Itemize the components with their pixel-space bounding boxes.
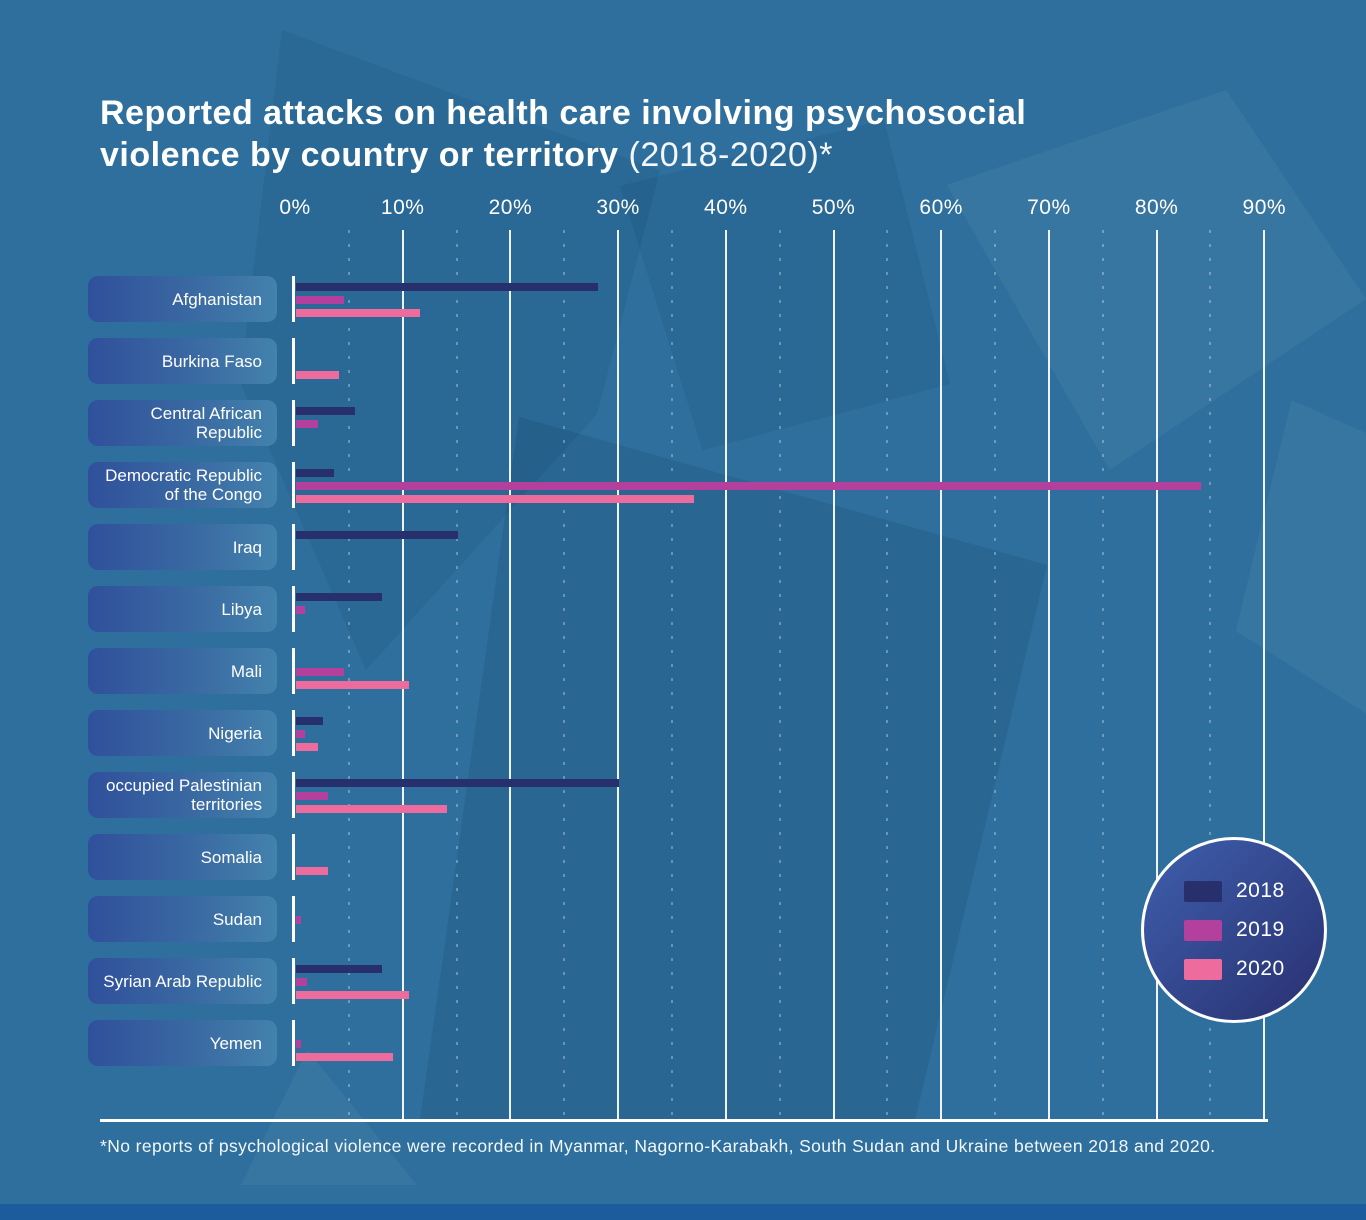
bar-2019-central-african-republic (296, 420, 318, 428)
legend-label-2018: 2018 (1236, 879, 1285, 902)
country-pill-burkina-faso (88, 338, 277, 384)
bar-2018-nigeria (296, 717, 323, 725)
axis-tick-label-0: 0% (279, 196, 311, 219)
country-label-nigeria: Nigeria (208, 723, 262, 743)
bar-2018-occupied-palestinian-territories (296, 779, 619, 787)
zero-axis-segment-sudan (292, 896, 295, 942)
country-pill-nigeria (88, 710, 277, 756)
background-shard (230, 1050, 450, 1200)
bar-2020-syrian-arab-republic (296, 991, 409, 999)
gridline-major-80pct (1156, 230, 1158, 1120)
x-axis-baseline (100, 1119, 1268, 1122)
bar-2020-mali (296, 681, 409, 689)
axis-tick-label-80: 80% (1134, 196, 1179, 219)
bar-2019-nigeria (296, 730, 305, 738)
legend-entry-2018 (1184, 879, 1324, 903)
legend-swatch-2020 (1184, 959, 1222, 980)
legend-swatch-2019 (1184, 920, 1222, 941)
country-pill-syrian-arab-republic (88, 958, 277, 1004)
gridline-major-50pct (833, 230, 835, 1120)
axis-tick-label-90: 90% (1242, 196, 1287, 219)
country-label-yemen: Yemen (209, 1033, 262, 1053)
bar-2018-iraq (296, 531, 458, 539)
legend-entry-2019 (1184, 918, 1324, 942)
country-label-democratic-republic-of-the-congo: Democratic Republic of the Congo (105, 466, 262, 504)
legend-label-2020: 2020 (1236, 957, 1285, 980)
gridline-major-10pct (402, 230, 404, 1120)
zero-axis-segment-yemen (292, 1020, 295, 1066)
gridline-major-40pct (725, 230, 727, 1120)
bar-2020-occupied-palestinian-territories (296, 805, 447, 813)
zero-axis-segment-afghanistan (292, 276, 295, 322)
gridline-minor-75pct (1102, 230, 1104, 1120)
bar-2018-libya (296, 593, 382, 601)
gridline-minor-5pct (348, 230, 350, 1120)
gridline-minor-15pct (456, 230, 458, 1120)
zero-axis-segment-syrian-arab-republic (292, 958, 295, 1004)
country-label-burkina-faso: Burkina Faso (161, 351, 262, 371)
country-label-libya: Libya (221, 599, 262, 619)
country-pill-somalia (88, 834, 277, 880)
bar-2019-democratic-republic-of-the-congo (296, 482, 1201, 490)
bar-2019-sudan (296, 916, 301, 924)
country-label-occupied-palestinian-territories: occupied Palestinian territories (106, 776, 262, 814)
background-shard (420, 380, 1080, 1120)
axis-tick-label-30: 30% (596, 196, 640, 219)
gridline-minor-25pct (563, 230, 565, 1120)
axis-tick-label-50: 50% (811, 196, 856, 219)
bar-2020-somalia (296, 867, 328, 875)
bar-2020-nigeria (296, 743, 318, 751)
axis-tick-label-70: 70% (1027, 196, 1071, 219)
bottom-strip (0, 1204, 1366, 1220)
country-label-somalia: Somalia (200, 847, 262, 867)
country-pill-occupied-palestinian-territories (88, 772, 277, 818)
chart-title-main: Reported attacks on health care involving psychosocial violence by country or territory (100, 94, 1027, 174)
bar-2020-burkina-faso (296, 371, 339, 379)
gridline-major-20pct (509, 230, 511, 1120)
country-pill-democratic-republic-of-the-congo (88, 462, 277, 508)
bar-2019-libya (296, 606, 305, 614)
country-label-syrian-arab-republic: Syrian Arab Republic (103, 971, 262, 991)
bar-2018-democratic-republic-of-the-congo (296, 469, 334, 477)
bar-2020-democratic-republic-of-the-congo (296, 495, 694, 503)
footnote: *No reports of psychological violence were recorded in Myanmar, Nagorno-Karabakh, South Sudan and Ukraine between 2018 and 2020. (100, 1136, 1216, 1156)
bar-2019-mali (296, 668, 344, 676)
bar-2018-central-african-republic (296, 407, 355, 415)
axis-tick-label-60: 60% (919, 196, 963, 219)
country-label-central-african-republic: Central African Republic (150, 404, 262, 442)
legend-entry-2020 (1184, 957, 1324, 981)
bar-2019-afghanistan (296, 296, 344, 304)
gridline-minor-35pct (671, 230, 673, 1120)
zero-axis-segment-central-african-republic (292, 400, 295, 446)
gridline-major-70pct (1048, 230, 1050, 1120)
zero-axis-segment-somalia (292, 834, 295, 880)
bar-2020-yemen (296, 1053, 393, 1061)
gridline-minor-45pct (779, 230, 781, 1120)
bar-2018-syrian-arab-republic (296, 965, 382, 973)
chart-title (100, 92, 1160, 176)
legend-label-2019: 2019 (1236, 918, 1285, 941)
legend-entries (1184, 879, 1324, 981)
country-pill-iraq (88, 524, 277, 570)
zero-axis-segment-iraq (292, 524, 295, 570)
axis-tick-label-20: 20% (488, 196, 533, 219)
gridline-major-60pct (940, 230, 942, 1120)
zero-axis-segment-libya (292, 586, 295, 632)
country-pill-libya (88, 586, 277, 632)
axis-tick-label-10: 10% (380, 196, 425, 219)
country-label-iraq: Iraq (232, 537, 262, 557)
zero-axis-segment-occupied-palestinian-territories (292, 772, 295, 818)
country-pill-yemen (88, 1020, 277, 1066)
country-pill-sudan (88, 896, 277, 942)
chart-title-years: (2018-2020)* (628, 136, 834, 174)
bar-2019-occupied-palestinian-territories (296, 792, 328, 800)
country-label-mali: Mali (230, 661, 262, 681)
country-label-sudan: Sudan (212, 909, 262, 929)
gridline-minor-65pct (994, 230, 996, 1120)
zero-axis-segment-democratic-republic-of-the-congo (292, 462, 295, 508)
gridline-minor-55pct (886, 230, 888, 1120)
zero-axis-segment-nigeria (292, 710, 295, 756)
legend-swatch-2018 (1184, 881, 1222, 902)
bar-2020-afghanistan (296, 309, 420, 317)
bar-2018-afghanistan (296, 283, 598, 291)
country-label-afghanistan: Afghanistan (172, 289, 262, 309)
bar-2019-syrian-arab-republic (296, 978, 307, 986)
legend-circle (1141, 837, 1327, 1023)
axis-tick-label-40: 40% (704, 196, 748, 219)
zero-axis-segment-burkina-faso (292, 338, 295, 384)
country-pill-afghanistan (88, 276, 277, 322)
zero-axis-segment-mali (292, 648, 295, 694)
country-pill-mali (88, 648, 277, 694)
country-pill-central-african-republic (88, 400, 277, 446)
background-shard (1180, 400, 1366, 730)
gridline-major-30pct (617, 230, 619, 1120)
bar-2019-yemen (296, 1040, 301, 1048)
